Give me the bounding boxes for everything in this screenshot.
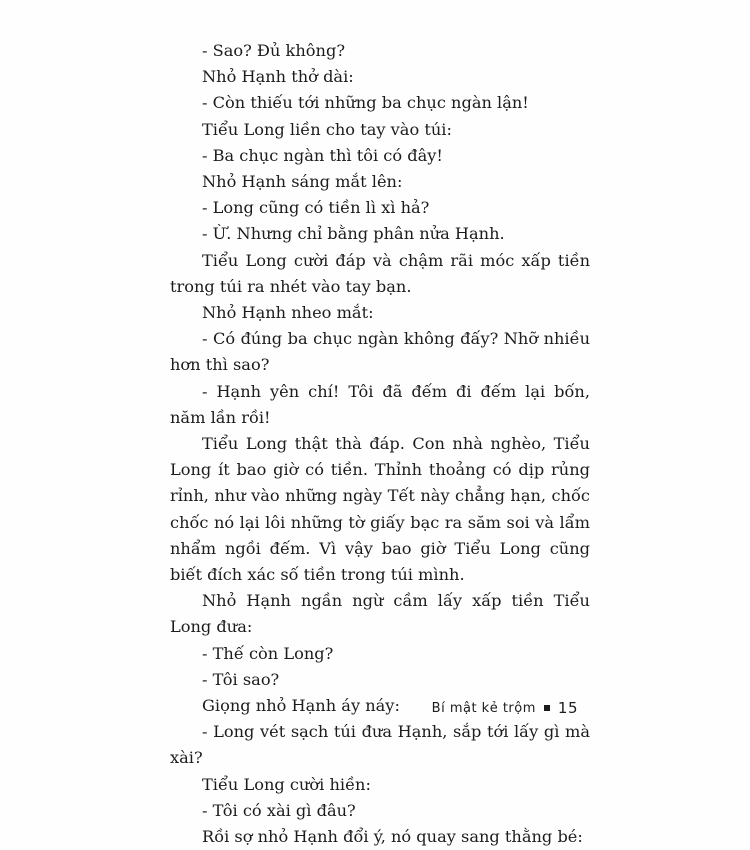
paragraph: - Long vét sạch túi đưa Hạnh, sắp tới lấy gì mà xài?	[170, 722, 590, 768]
paragraph: - Còn thiếu tới những ba chục ngàn lận!	[202, 93, 529, 113]
page-footer	[432, 699, 578, 717]
paragraph: Tiểu Long thật thà đáp. Con nhà nghèo, Tiểu Long ít bao giờ có tiền. Thỉnh thoảng có dịp rủng rỉnh, như vào những ngày Tết này chẳng hạn, chốc chốc nó lại lôi những tờ giấy bạc ra săm soi và lẩm nhẩm ngồi đếm. Vì vậy bao giờ Tiểu Long cũng biết đích xác số tiền trong túi mình.	[170, 434, 590, 585]
paragraph: Tiểu Long cười đáp và chậm rãi móc xấp tiền trong túi ra nhét vào tay bạn.	[170, 250, 590, 296]
paragraph: - Tôi sao?	[202, 669, 280, 689]
paragraph: Nhỏ Hạnh sáng mắt lên:	[202, 172, 403, 192]
paragraph: Tiểu Long liền cho tay vào túi:	[202, 119, 452, 139]
paragraph: - Thế còn Long?	[202, 643, 334, 663]
paragraph: Giọng nhỏ Hạnh áy náy:	[202, 696, 400, 716]
paragraph: - Hạnh yên chí! Tôi đã đếm đi đếm lại bốn, năm lần rồi!	[170, 381, 590, 427]
paragraph: - Ba chục ngàn thì tôi có đây!	[202, 145, 443, 165]
paragraph: - Sao? Đủ không?	[202, 41, 346, 60]
paragraph: - Long cũng có tiền lì xì hả?	[202, 198, 430, 218]
page-body	[170, 38, 590, 850]
paragraph: Nhỏ Hạnh ngần ngừ cầm lấy xấp tiền Tiểu Long đưa:	[170, 591, 590, 637]
book-title: Bí mật kẻ trộm	[431, 700, 536, 716]
paragraph: Nhỏ Hạnh thở dài:	[202, 67, 354, 87]
square-bullet-icon	[544, 705, 550, 711]
paragraph: Nhỏ Hạnh nheo mắt:	[202, 303, 374, 323]
paragraph: Tiểu Long cười hiền:	[202, 774, 371, 794]
paragraph: - Có đúng ba chục ngàn không đấy? Nhỡ nhiều hơn thì sao?	[170, 329, 590, 375]
paragraph: - Tôi có xài gì đâu?	[202, 800, 356, 820]
page-number: 15	[557, 699, 578, 717]
paragraph: - Ừ. Nhưng chỉ bằng phân nửa Hạnh.	[202, 224, 505, 244]
paragraph: Rồi sợ nhỏ Hạnh đổi ý, nó quay sang thằng bé:	[202, 827, 583, 847]
